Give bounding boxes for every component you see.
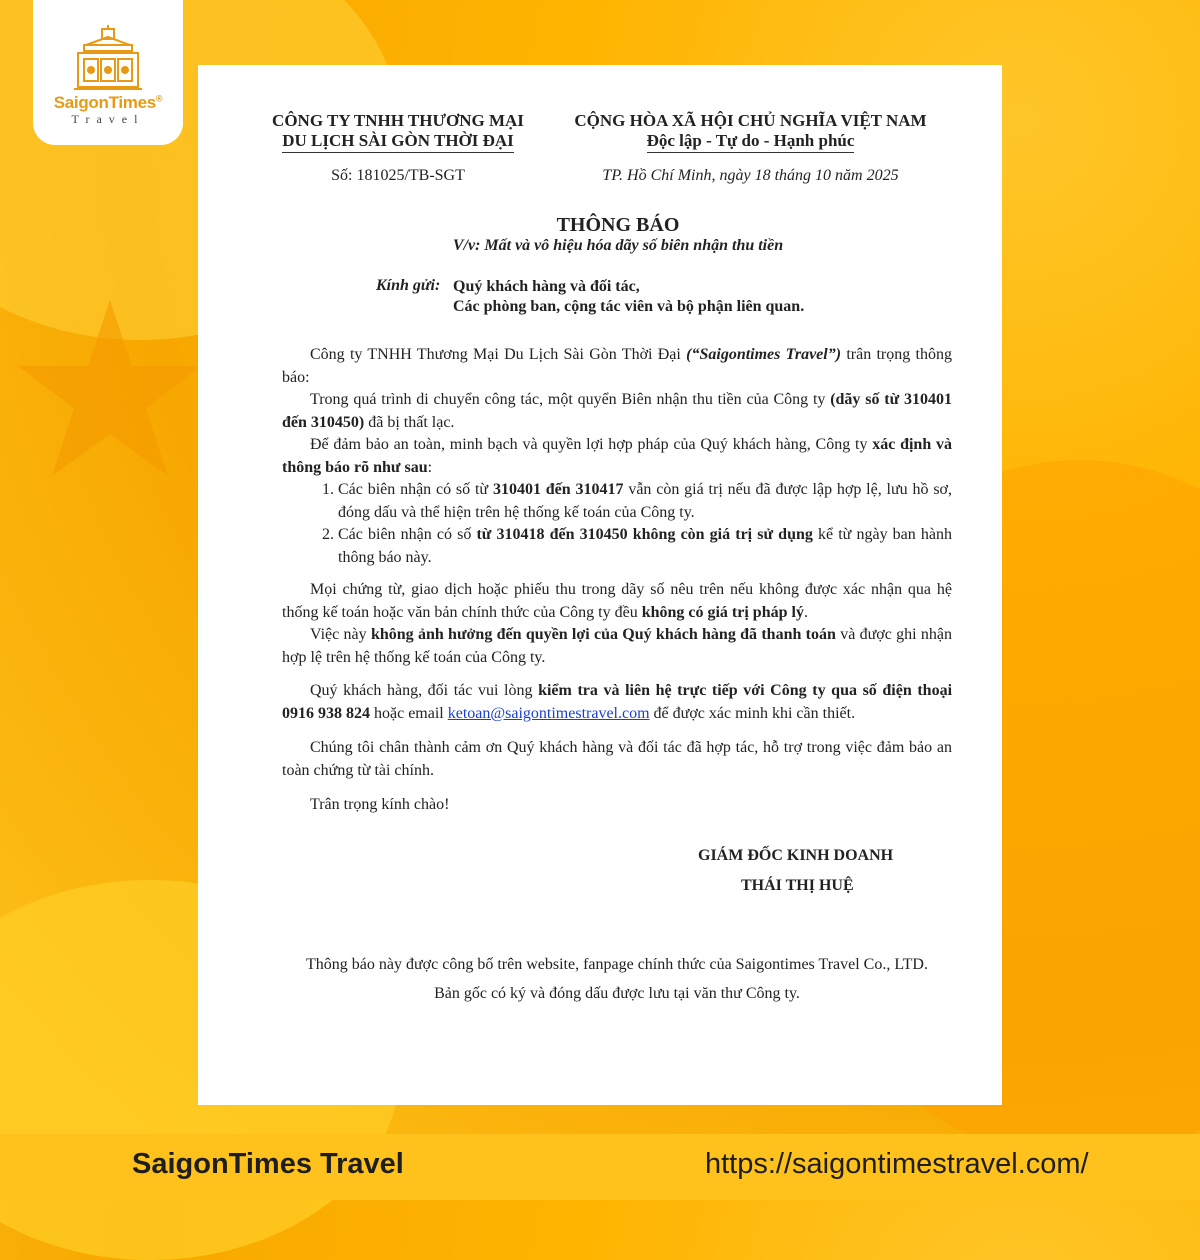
paragraph [282,680,952,725]
republic-title: CỘNG HÒA XÃ HỘI CHỦ NGHĨA VIỆT NAM [574,111,927,130]
text: Quý khách hàng, đối tác vui lòng [310,682,539,699]
company-line2: DU LỊCH SÀI GÒN THỜI ĐẠI [282,131,514,153]
document-date: TP. Hồ Chí Minh, ngày 18 tháng 10 năm 2025 [602,167,899,184]
document-page [198,65,1002,1105]
national-header [558,111,943,153]
signature-name: THÁI THỊ HUỆ [741,877,854,894]
recipients-label: Kính gửi: [376,277,441,294]
decision-list [282,479,952,569]
text: Để đảm bảo an toàn, minh bạch và quyền lợi hợp pháp của Quý khách hàng, Công ty [310,436,873,453]
signature-title: GIÁM ĐỐC KINH DOANH [698,847,894,864]
logo-registered: ® [155,93,163,104]
recipients-line1: Quý khách hàng và đối tác, [453,278,640,295]
document-title: THÔNG BÁO [556,214,680,236]
text: Mọi chứng từ, giao dịch hoặc phiếu thu trong dãy số nêu trên nếu không được xác nhận qua hệ thống kế toán hoặc văn bản chính thức của Công ty đều [282,581,952,621]
document-body [282,344,952,817]
contact-phone: kiểm tra và liên hệ trực tiếp với Công ty qua số điện thoại 0916 938 824 [282,682,953,722]
text: : [427,458,433,476]
company-logo[interactable] [33,0,183,145]
text: vẫn còn giá trị nếu đã được lập hợp lệ, lưu hồ sơ, đóng dấu và thể hiện trên hệ thống kế toán của Công ty. [338,481,953,521]
star-icon [10,290,210,490]
closing: Trân trọng kính chào! [310,796,450,813]
valid-range: 310401 đến 310417 [492,481,624,498]
building-icon [72,25,144,91]
list-item [338,479,952,524]
text: Các biên nhận có số [338,526,477,543]
receipt-range: (dãy số từ 310401 đến 310450) [282,391,952,431]
text: Các biên nhận có số từ [338,481,493,498]
brand-name: SaigonTimes Travel [132,1148,404,1180]
paragraph [282,624,952,669]
company-header [258,111,538,153]
text: đã bị thất lạc. [364,413,455,431]
email-link[interactable]: ketoan@saigontimestravel.com [447,704,650,722]
document-number: Số: 181025/TB-SGT [331,167,465,184]
text: Trong quá trình di chuyển công tác, một quyển Biên nhận thu tiền của Công ty [310,391,831,408]
text: kể từ ngày ban hành thông báo này. [338,526,953,566]
company-shortname: (“Saigontimes Travel”) [686,346,842,363]
paragraph [282,344,952,389]
text: Công ty TNHH Thương Mại Du Lịch Sài Gòn Thời Đại [310,346,687,363]
company-line1: CÔNG TY TNHH THƯƠNG MẠI [272,111,524,130]
spacer [282,725,952,737]
text: Việc này [310,626,371,643]
paragraph [282,389,952,434]
paragraph [282,434,952,479]
logo-name: SaigonTimes [53,93,156,112]
emphasis: không có giá trị pháp lý [641,603,804,621]
footer-note-1: Thông báo này được công bố trên website, fanpage chính thức của Saigontimes Travel Co., LTD. [306,956,928,973]
paragraph: Chúng tôi chân thành cảm ơn Quý khách hàng và đối tác đã hợp tác, hỗ trợ trong việc đảm bảo an toàn chứng từ tài chính. [282,739,952,779]
footer-note-2: Bản gốc có ký và đóng dấu được lưu tại văn thư Công ty. [434,985,800,1002]
spacer [282,782,952,794]
recipients [453,277,804,317]
text: và được ghi nhận hợp lệ trên hệ thống kế toán của Công ty. [282,626,952,666]
spacer [282,669,952,680]
website-link[interactable]: https://saigontimestravel.com/ [705,1148,1089,1180]
text: trân trọng thông báo: [282,346,952,386]
text: hoặc email [370,704,448,722]
spacer [282,569,952,579]
text: . [803,603,808,621]
document-subtitle: V/v: Mất và vô hiệu hóa dãy số biên nhận thu tiền [452,237,784,254]
paragraph [282,579,952,624]
invalid-range: từ 310418 đến 310450 không còn giá trị sử dụng [476,526,813,543]
national-motto: Độc lập - Tự do - Hạnh phúc [647,131,855,153]
emphasis: không ảnh hưởng đến quyền lợi của Quý khách hàng đã thanh toán [370,626,836,643]
logo-sub: Travel [71,112,145,126]
text: để được xác minh khi cần thiết. [649,704,856,722]
recipients-line2: Các phòng ban, cộng tác viên và bộ phận liên quan. [453,298,805,315]
emphasis: xác định và thông báo rõ như sau [282,436,953,476]
list-item [338,524,952,569]
